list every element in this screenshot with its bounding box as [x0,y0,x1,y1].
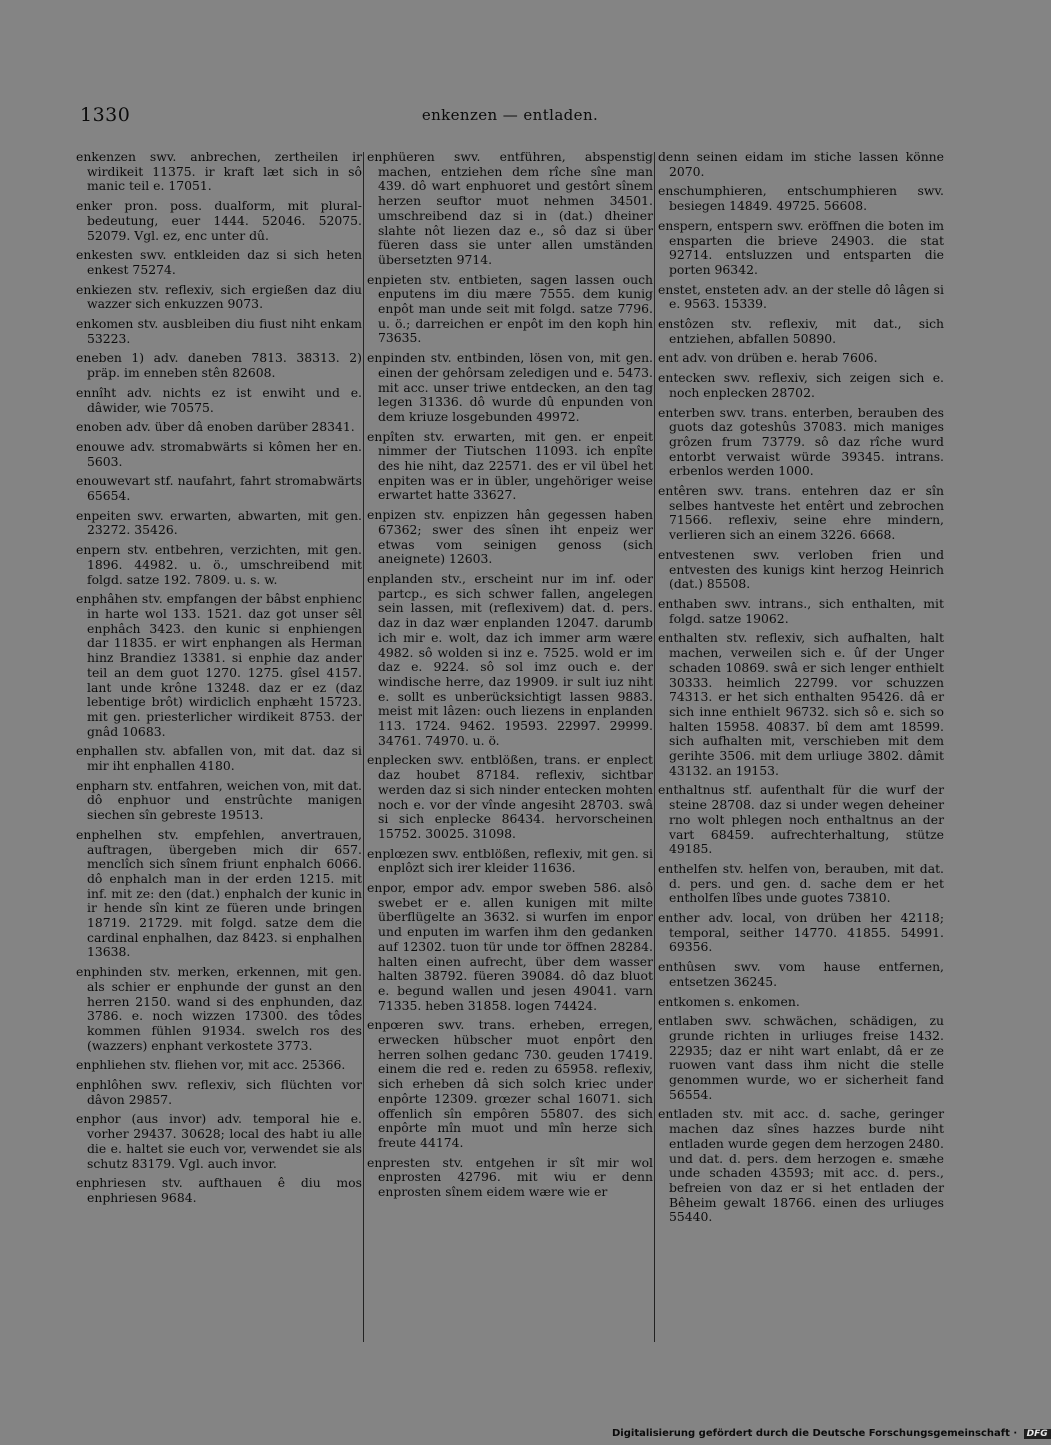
dictionary-entry: enpresten stv. entgehen ir sît mir wol enprosten 42796. mit wiu er denn enprosten sînem eidem wære wie er [367,1154,653,1200]
dictionary-entry: enouwe adv. stromabwärts si kômen her en. 5603. [76,438,362,469]
dictionary-entry: enthalten stv. reflexiv, sich aufhalten, halt machen, verweilen sich e. ûf der Unger schaden 10869. swâ er sich lenger enthielt 30333. heimlich 22799. vor schuzzen 74313. er het sich enthalten 95426. dâ er sich inne enthielt 96732. sich sô e. sich so halten 15958. 40837. bî dem amt 18599. sich aufhalten mit, verschieben mit dem gerihte 3506. mit dem urliuge 3802. dâmit 43132. an 19153. [658,630,944,778]
dictionary-entry: enphâhen stv. empfangen der bâbst enphienc in harte wol 133. 1521. daz got unser sêl enphâch 3423. den kunic si enphiengen dar 11835. er wirt enphangen als Herman hinz Brandiez 13381. si enphie daz ander teil an dem guot 1270. 1275. gîsel 4157. lant unde krône 13248. daz er ez (daz lebentige brôt) wirdiclich enphæht 15723. mit gen. priesterlicher wirdikeit 8753. der gnâd 10683. [76,591,362,739]
dictionary-entry: enpîten stv. erwarten, mit gen. er enpeit nimmer der Tiutschen 11093. ich enpîte des hie niht, daz 22571. des er vil übel het enpiten was er in übler, ungehöriger weise erwartet hatte 33627. [367,428,653,503]
dictionary-entry: entladen stv. mit acc. d. sache, geringer machen daz sînes hazzes burde niht entladen wurde gegen dem herzogen 2480. und dat. d. pers. dem herzogen e. smæhe unde schaden 43593; mit acc. d. pers., befreien von daz er si het entladen der Bêheim gewalt 18766. einen des urliuges 55440. [658,1106,944,1225]
dictionary-entry: enther adv. local, von drüben her 42118; temporal, seither 14770. 41855. 54991. 69356. [658,910,944,955]
dictionary-entry: enkomen stv. ausbleiben diu fiust niht enkam 53223. [76,316,362,346]
dictionary-columns [76,150,944,1350]
dictionary-entry: enpeiten swv. erwarten, abwarten, mit gen. 23272. 35426. [76,507,362,538]
digitization-credit [612,1428,1051,1439]
dictionary-entry: entlaben swv. schwächen, schädigen, zu grunde richten in urliuges freise 1432. 22935; daz er niht wart enlabt, dâ er ze ruowen vant dass ihm nicht die stelle genommen wurde, wo er sicherheit fand 56554. [658,1013,944,1102]
column-divider [654,152,655,1342]
page-number: 1330 [80,104,131,126]
column-middle [367,150,653,1205]
dictionary-entry: enpinden stv. entbinden, lösen von, mit gen. einen der gehôrsam zeledigen und e. 5473. mit acc. unser triwe entdecken, an den tag legen 31336. dô wurde dû enpunden von dem kriuze losgebunden 49972. [367,350,653,424]
dictionary-entry: enthelfen stv. helfen von, berauben, mit dat. d. pers. und gen. d. sache dem er het entholfen lîbes unde guotes 73810. [658,860,944,906]
dictionary-entry: enkiezen stv. reflexiv, sich ergießen daz diu wazzer sich enkuzzen 9073. [76,281,362,312]
dictionary-entry: enplœzen swv. entblößen, reflexiv, mit gen. si enplôzt sich irer kleider 11636. [367,845,654,876]
dictionary-entry: enthûsen swv. vom hause entfernen, entsetzen 36245. [658,959,944,989]
dictionary-entry: enphor (aus invor) adv. temporal hie e. vorher 29437. 30628; local des habt iu alle die e. haltet sie euch vor, verwendet sie als schutz 83179. Vgl. auch invor. [76,1111,362,1171]
dictionary-entry: denn seinen eidam im stiche lassen könne 2070. [658,149,944,179]
dictionary-entry: enspern, entspern swv. eröffnen die boten im ensparten die brieve 24903. die stat 92714. entsluzzen und entsparten die porten 96342. [658,217,944,277]
dictionary-entry: enker pron. poss. dualform, mit plural-bedeutung, euer 1444. 52046. 52075. 52079. Vgl. ez, enc unter dû. [76,198,362,243]
dictionary-entry: enterben swv. trans. enterben, berauben des guots daz goteshûs 37083. mich maniges grôzen frum 73779. sô daz rîche wurd entorbt verwaist würde 39345. intrans. erbenlos werden 1000. [658,404,944,479]
dictionary-entry: enphinden stv. merken, erkennen, mit gen. als schier er enphunde der gunst an den herren 2150. wand si des enphunden, daz 3786. e. noch wizzen 17300. des tôdes kommen fühlen 91934. swelch ros des (wazzers) enphant verkostete 3773. [76,964,362,1053]
dictionary-entry: enpizen stv. enpizzen hân gegessen haben 67362; swer des sînen iht enpeiz wer etwas vom seinigen genoss (sich aneignete) 12603. [367,507,653,567]
dictionary-entry: enpieten stv. entbieten, sagen lassen ouch enputens im diu mære 7555. dem kunig enpôt man unde seit mit folgd. satze 7796. u. ö.; darreichen er enpôt im den koph hin 73635. [367,271,653,346]
dictionary-entry: enphlôhen swv. reflexiv, sich flüchten vor dâvon 29857. [76,1077,362,1107]
dictionary-entry: enphelhen stv. empfehlen, anvertrauen, auftragen, übergeben mich dir 657. menclîch sich sînem friunt enphalch 6066. dô enphalch man in der erden 1215. mit inf. mit ze: den (dat.) enphalch der kunic in ir hende sîn kint ze füeren unde bringen 18719. 21729. mit folgd. satze dem die cardinal enphalhen, daz 8423. si enphalhen 13638. [76,826,362,960]
dictionary-entry: enschumphieren, entschumphieren swv. besiegen 14849. 49725. 56608. [658,183,944,214]
dictionary-entry: entkomen s. enkomen. [658,993,800,1009]
dictionary-entry: enthaltnus stf. aufenthalt für die wurf der steine 28708. daz si under wegen deheiner rno wolt phlegen noch enthaltnus an der vart 68459. aufrechterhaltung, stütze 49185. [658,782,944,857]
dictionary-entry: enoben adv. über dâ enoben darüber 28341. [76,419,355,435]
dictionary-entry: ennîht adv. nichts ez ist enwiht und e. dâwider, wie 70575. [76,384,362,415]
dictionary-entry: eneben 1) adv. daneben 7813. 38313. 2) präp. im enneben stên 82608. [76,350,362,381]
dictionary-entry: enphriesen stv. aufthauen ê diu mos enphriesen 9684. [76,1175,362,1205]
dictionary-entry: enkenzen swv. anbrechen, zertheilen ir wirdikeit 11375. ir kraft læt sich in sô manic teil e. 17051. [76,149,362,194]
dictionary-entry: enstôzen stv. reflexiv, mit dat., sich entziehen, abfallen 50890. [658,316,944,346]
dictionary-entry: enphüeren swv. entführen, abspenstig machen, entziehen dem rîche sîne man 439. dô wart enphuoret und gestôrt sînem herzen seuftor muot nehmen 34501. umschreibend daz si in (dat.) dheiner slahte nôt liezen daz e., sô daz si über füeren dass sie unter allen umständen übersetzten 9714. [367,149,653,267]
dictionary-entry: entvestenen swv. verloben frien und entvesten des kunigs kint herzog Heinrich (dat.) 85508. [658,546,944,592]
dictionary-entry: enkesten swv. entkleiden daz si sich heten enkest 75274. [76,247,362,277]
column-right [658,150,944,1230]
dictionary-entry: entêren swv. trans. entehren daz er sîn selbes hantveste het entêrt und zebrochen 71566. reflexiv, seine ehre mindern, verlieren sich an einem 3226. 6668. [658,483,944,543]
dictionary-entry: enplanden stv., erscheint nur im inf. oder partcp., es sich schwer fallen, angelegen sein lassen, mit (reflexivem) dat. d. pers. daz in daz wær enplanden 12047. darumb ich mir e. wolt, daz ich immer arm wære 4982. sô wolden si inz e. 7525. wold er im daz e. 9224. sô sol imz ouch e. der windische herre, daz 19909. ir sult iuz niht e. sollt es unberücksichtigt lassen 9883. meist mit lâzen: ouch liezens in enplanden 113. 1724. 9462. 19593. 22997. 29999. 34761. 74970. u. ö. [367,570,653,748]
dictionary-entry: enpern stv. entbehren, verzichten, mit gen. 1896. 44982. u. ö., umschreibend mit folgd. satze 192. 7809. u. s. w. [76,542,362,587]
dfg-logo: DFG [1024,1429,1051,1439]
running-head: enkenzen — entladen. [421,106,599,124]
dictionary-entry: ent adv. von drüben e. herab 7606. [658,350,878,366]
credit-text: Digitalisierung gefördert durch die Deutsche Forschungsgemeinschaft · [612,1428,1018,1439]
dictionary-entry: enphallen stv. abfallen von, mit dat. daz si mir iht enphallen 4180. [76,743,362,774]
dictionary-entry: enphliehen stv. fliehen vor, mit acc. 25366. [76,1057,346,1073]
dictionary-entry: enthaben swv. intrans., sich enthalten, mit folgd. satze 19062. [658,595,944,626]
dictionary-entry: enstet, ensteten adv. an der stelle dô lâgen si e. 9563. 15339. [658,281,944,312]
dictionary-entry: enplecken swv. entblößen, trans. er enplect daz houbet 87184. reflexiv, sichtbar werden daz si sich ninder entecken mohten noch e. vor der vînde angesiht 28703. swâ si sich enplecke 86434. hervorscheinen 15752. 30025. 31098. [367,752,653,841]
dictionary-entry: enpœren swv. trans. erheben, erregen, erwecken hübscher muot enpôrt den herren solhen gedanc 730. geuden 17419. einem die red e. reden zu 65958. reflexiv, sich erheben dâ sich solch kriec under enpôrte 12309. grœzer schal 16071. sich offenlich sîn empôren 55807. des sich enpôrte mîn muot und mîn herze sich freute 44174. [367,1017,653,1150]
dictionary-entry: enpharn stv. entfahren, weichen von, mit dat. dô enphuor und enstrûchte manigen siechen sîn gebreste 19513. [76,777,362,823]
column-left [76,150,362,1211]
dictionary-entry: entecken swv. reflexiv, sich zeigen sich e. noch enplecken 28702. [658,370,944,400]
page-header [80,104,940,134]
dictionary-entry: enpor, empor adv. empor sweben 586. alsô swebet er e. allen kunigen mit milte überflügelte an 3632. si wurfen im enpor und enputen im warfen ihm den gedanken auf 12302. tuon tür unde tor öffnen 28284. halten einen aufrecht, über dem wasser halten 38792. füeren 39084. dô daz bluot e. begund wallen und jesen 49041. varn 71335. heben 31858. logen 74424. [367,880,653,1013]
column-divider [363,152,364,1342]
dictionary-entry: enouwevart stf. naufahrt, fahrt stromabwärts 65654. [76,473,362,504]
